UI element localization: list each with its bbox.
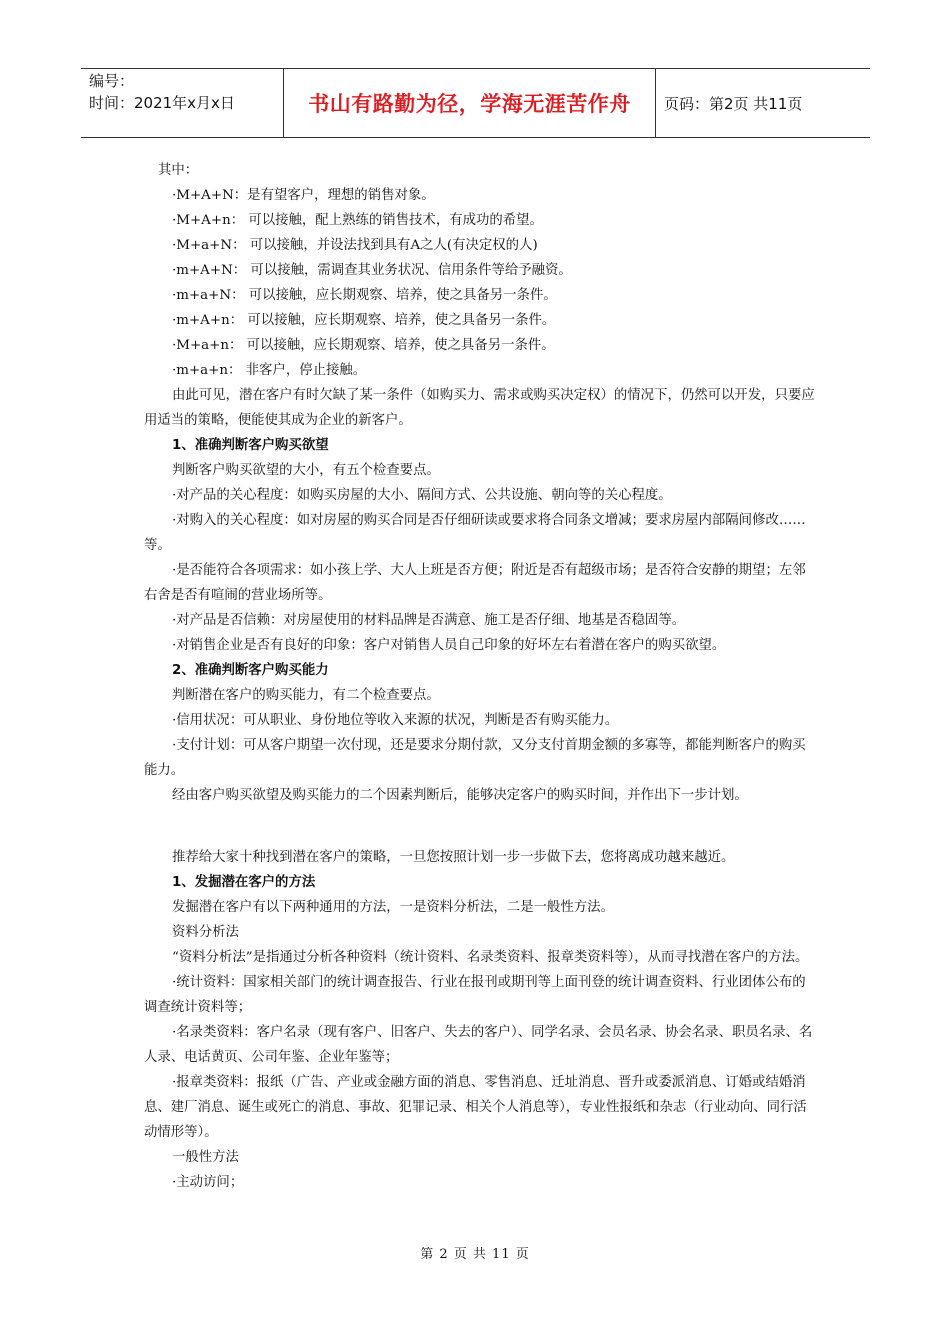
paragraph: ·名录类资料：客户名录（现有客户、旧客户、失去的客户）、同学名录、会员名录、协会名录、职员名录、名人录、电话黄页、公司年鉴、企业年鉴等； [144,1025,813,1065]
paragraph: ·对产品是否信赖：对房屋使用的材料品牌是否满意、施工是否仔细、地基是否稳固等。 [172,613,686,628]
paragraph: 推荐给大家十种找到潜在客户的策略，一旦您按照计划一步一步做下去，您将离成功越来越近。 [172,850,735,865]
paragraph: 发掘潜在客户有以下两种通用的方法，一是资料分析法，二是一般性方法。 [172,900,614,915]
paragraph: 其中： [158,163,199,178]
paragraph: ·统计资料：国家相关部门的统计调查报告、行业在报刊或期刊等上面刊登的统计调查资料、行业团体公布的调查统计资料等； [144,975,806,1015]
paragraph: ·主动访问； [172,1175,244,1190]
paragraph: ·是否能符合各项需求：如小孩上学、大人上班是否方便；附近是否有超级市场；是否符合安静的期望；左邻右舍是否有喧闹的营业场所等。 [144,563,806,603]
section-heading: 1、准确判断客户购买欲望 [172,438,329,453]
number-label: 编号： [89,72,135,90]
paragraph: ·对购入的关心程度：如对房屋的购买合同是否仔细研读或要求将合同条文增减；要求房屋内部隔间修改……等。 [144,513,806,553]
paragraph: ·M+A+N：是有望客户，理想的销售对象。 [172,188,435,203]
paragraph: 一般性方法 [172,1150,239,1165]
paragraph: ·m+a+n： 非客户，停止接触。 [172,363,367,378]
header-page-info: 页码：第2页 共11页 [664,94,803,113]
paragraph: ·m+A+n： 可以接触，应长期观察、培养，使之具备另一条件。 [172,313,556,328]
paragraph: “资料分析法”是指通过分析各种资料（统计资料、名录类资料、报章类资料等），从而寻找潜在客户的方法。 [172,950,809,965]
paragraph: 由此可见，潜在客户有时欠缺了某一条件（如购买力、需求或购买决定权）的情况下，仍然可以开发，只要应用适当的策略，便能使其成为企业的新客户。 [144,388,815,428]
paragraph: ·M+a+N： 可以接触，并设法找到具有A之人(有决定权的人) [172,238,538,253]
spacer [144,808,816,845]
paragraph: ·对产品的关心程度：如购买房屋的大小、隔间方式、公共设施、朝向等的关心程度。 [172,488,672,503]
section-heading: 1、发掘潜在客户的方法 [172,875,316,890]
date-label: 时间：2021年x月x日 [89,94,235,112]
paragraph: ·M+a+n： 可以接触，应长期观察、培养，使之具备另一条件。 [172,338,555,353]
header-meta [81,69,284,137]
header-motto: 书山有路勤为径，学海无涯苦作舟 [308,92,631,116]
paragraph: 资料分析法 [172,925,239,940]
paragraph: ·支付计划：可从客户期望一次付现，还是要求分期付款，又分支付首期金额的多寡等，都能判断客户的购买能力。 [144,738,806,778]
paragraph: ·报章类资料：报纸（广告、产业或金融方面的消息、零售消息、迁址消息、晋升或委派消息、订婚或结婚消息、建厂消息、诞生或死亡的消息、事故、犯罪记录、相关个人消息等），专业性报纸和杂志（行业动向、同行活动情形等）。 [144,1075,807,1140]
paragraph: 判断客户购买欲望的大小，有五个检查要点。 [172,463,440,478]
paragraph: 经由客户购买欲望及购买能力的二个因素判断后，能够决定客户的购买时间，并作出下一步计划。 [172,788,748,803]
paragraph: ·m+a+N： 可以接触，应长期观察、培养，使之具备另一条件。 [172,288,557,303]
page-header [81,68,870,138]
paragraph: ·M+A+n： 可以接触，配上熟练的销售技术，有成功的希望。 [172,213,543,228]
paragraph: ·信用状况：可从职业、身份地位等收入来源的状况，判断是否有购买能力。 [172,713,619,728]
paragraph: ·m+A+N： 可以接触，需调查其业务状况、信用条件等给予融资。 [172,263,572,278]
page-footer: 第 2 页 共 11 页 [420,1247,530,1262]
header-motto-cell [284,69,656,137]
paragraph: 判断潜在客户的购买能力，有二个检查要点。 [172,688,440,703]
document-body [144,158,816,1195]
paragraph: ·对销售企业是否有良好的印象：客户对销售人员自己印象的好坏左右着潜在客户的购买欲望。 [172,638,726,653]
section-heading: 2、准确判断客户购买能力 [172,663,329,678]
